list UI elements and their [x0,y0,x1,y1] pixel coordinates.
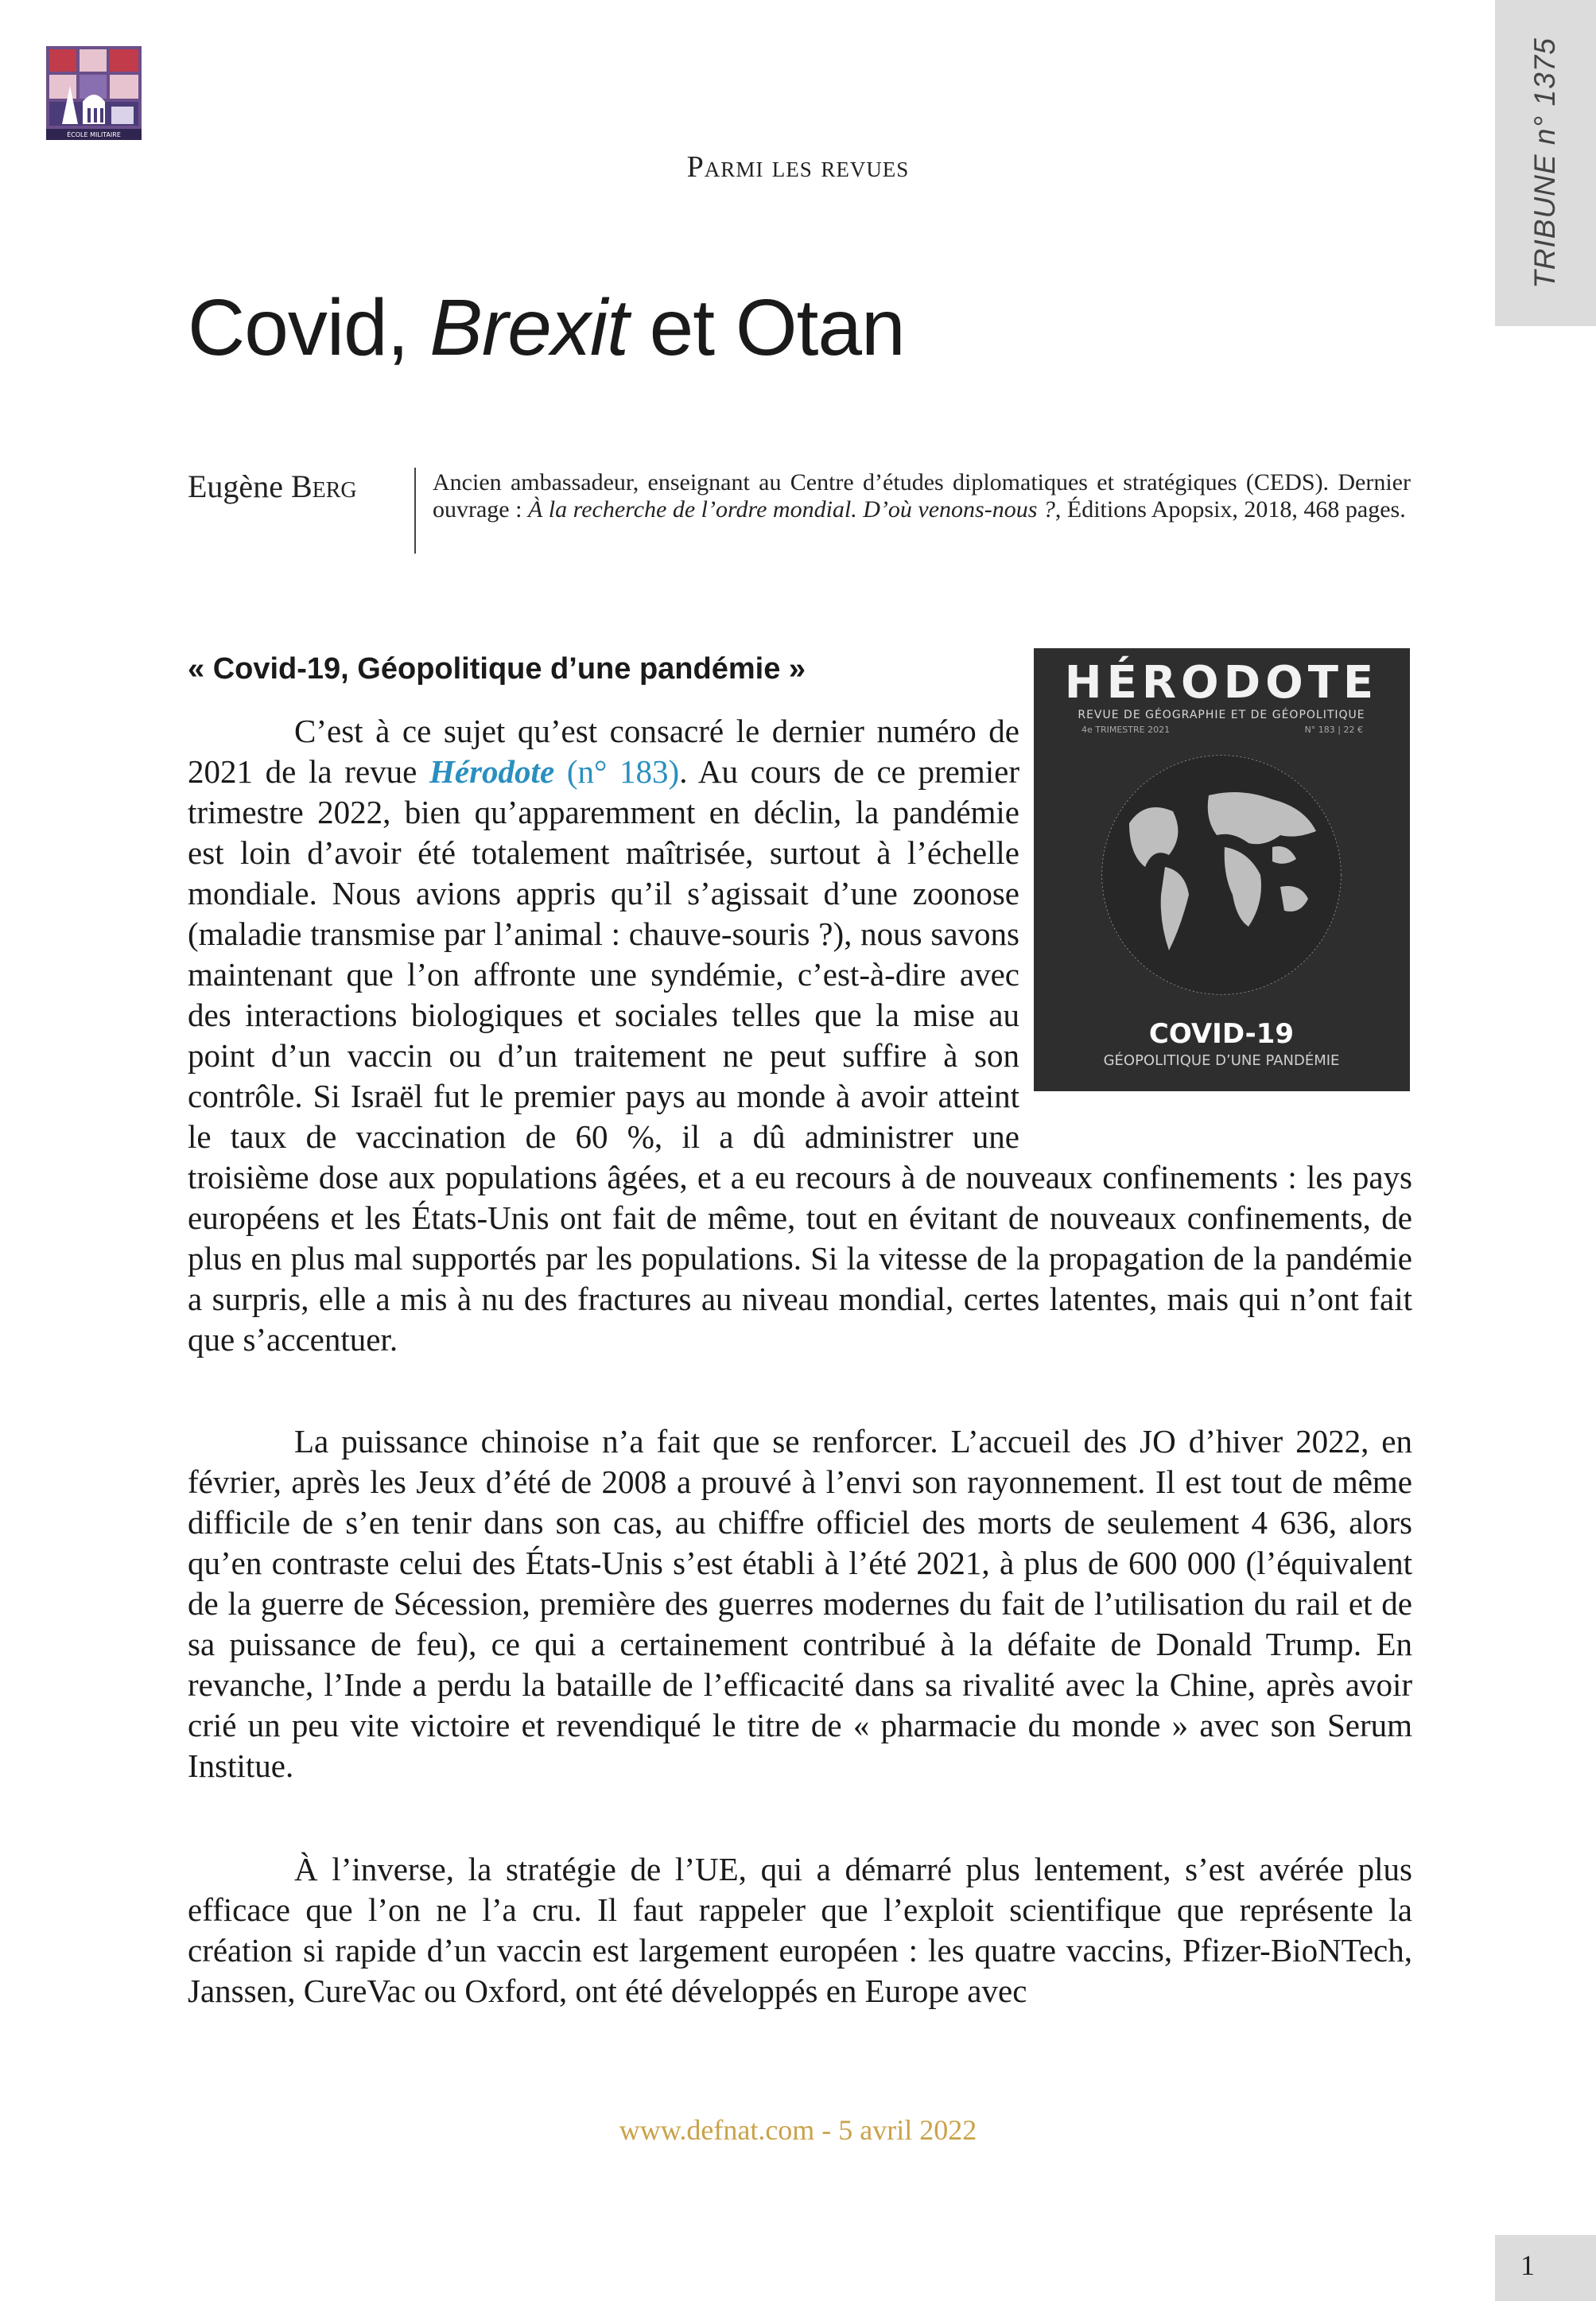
logo-emblem [46,46,142,140]
paragraph-3: À l’inverse, la stratégie de l’UE, qui a démarré plus lentement, s’est avérée plus efficace que l’on ne l’a cru. Il faut rappeler que l’exploit scientifique que représente la création si rapide d’un vaccin est largement européen : les quatre vaccins, Pfizer-BioNTech, Janssen, CureVac ou Oxford, ont été développés en Europe avec [188,1851,1412,2009]
rubric-label: Parmi les revues [686,150,910,184]
cover-topic: COVID-19 [1148,1018,1295,1050]
author-last-name: Berg [290,468,357,504]
herodote-link-title: Hérodote [429,753,555,790]
bio-line1: Ancien ambassadeur, enseignant au Centre d’études diplomatiques et stratégiques (CEDS). Dernier ouvrage : [433,469,1411,523]
logo-caption: ÉCOLE MILITAIRE [67,131,121,138]
title-italic: Brexit [429,283,628,372]
paragraph-2: La puissance chinoise n’a fait que se renforcer. L’accueil des JO d’hiver 2022, en février, après les Jeux d’été de 2008 a prouvé à l’envi son rayonnement. Il est tout de même difficile de s’en tenir dans son cas, au chiffre officiel des morts de seulement 4 636, alors qu’en contraste celui des États-Unis s’est établi à l’été 2021, à plus de 600 000 (l’équivalent de la guerre de Sécession, première des guerres modernes du fait de l’utilisation du rail et de sa puissance de feu), ce qui a certainement contribué à la défaite de Donald Trump. En revanche, l’Inde a perdu la bataille de l’efficacité dans sa rivalité avec la Chine, après avoir crié un peu vite victoire et revendiqué le titre de « pharmacie du monde » avec son Serum Institue. [188,1423,1412,1784]
title-part1: Covid, [188,283,430,372]
cover-subtitle: REVUE DE GÉOGRAPHIE ET DE GÉOPOLITIQUE [1078,709,1365,721]
author-divider [414,468,416,554]
page-number-box [1495,2235,1596,2301]
herodote-issue-link[interactable] [429,753,679,790]
cover-masthead: HÉRODOTE [1064,657,1379,709]
cover-topic-subtitle: GÉOPOLITIQUE D’UNE PANDÉMIE [1103,1052,1340,1069]
tribune-number: TRIBUNE n° 1375 [1528,37,1561,289]
footer-site-date: www.defnat.com - 5 avril 2022 [619,2114,977,2146]
p1-text-b: . Au cours de ce premier trimestre 2022, bien qu’apparemment en déclin, la pandémie est loin d’avoir été totalement maîtrisée, surtout à l’échelle mondiale. Nous avions appris qu’il s’agissait d’une zoonose (maladie transmise par l’animal : chauve-souris ?), nous savons maintenant que l’on affronte une syndémie, c’est-à-dire avec des interactions biologiques et sociales telles que la mise au point d’un vaccin ou d’un traitement ne peut suffire à son contrôle. Si Israël fut le premier pays au monde à avoir atteint le taux de vaccination de 60 %, il a dû administrer une troisième dose aux populations âgées, et a eu recours à de nouveaux confinements : les pays européens et les États-Unis ont fait de même, tout en évitant de nouveaux confinements, de plus en plus mal supportés par les populations. Si la vitesse de la propagation de la pandémie a surpris, elle a mis à nu des fractures au niveau mondial, certes latentes, mais qui n’ont fait que s’accentuer. [188,753,1412,1358]
title-part2: et Otan [627,283,905,372]
ecole-militaire-logo [46,46,142,140]
p1-text-a: C’est à ce sujet qu’est consacré le dernier numéro de 2021 de la revue [188,713,1019,790]
article-title [188,282,905,374]
cover-issue-number: N° 183 | 22 € [1304,725,1363,735]
paragraph-1 [188,711,1412,1360]
cover-issue-date: 4e TRIMESTRE 2021 [1081,725,1171,735]
author-name [188,468,357,505]
section-heading: « Covid-19, Géopolitique d’une pandémie » [188,652,806,686]
bio-line2: , Éditions Apopsix, 2018, 468 pages. [1054,496,1406,523]
page-number: 1 [1520,2249,1535,2281]
author-bio [433,469,1411,523]
bio-book-title: À la recherche de l’ordre mondial. D’où venons-nous ? [527,496,1055,523]
author-first-name: Eugène [188,468,291,504]
herodote-link-issue: (n° 183) [554,753,680,790]
